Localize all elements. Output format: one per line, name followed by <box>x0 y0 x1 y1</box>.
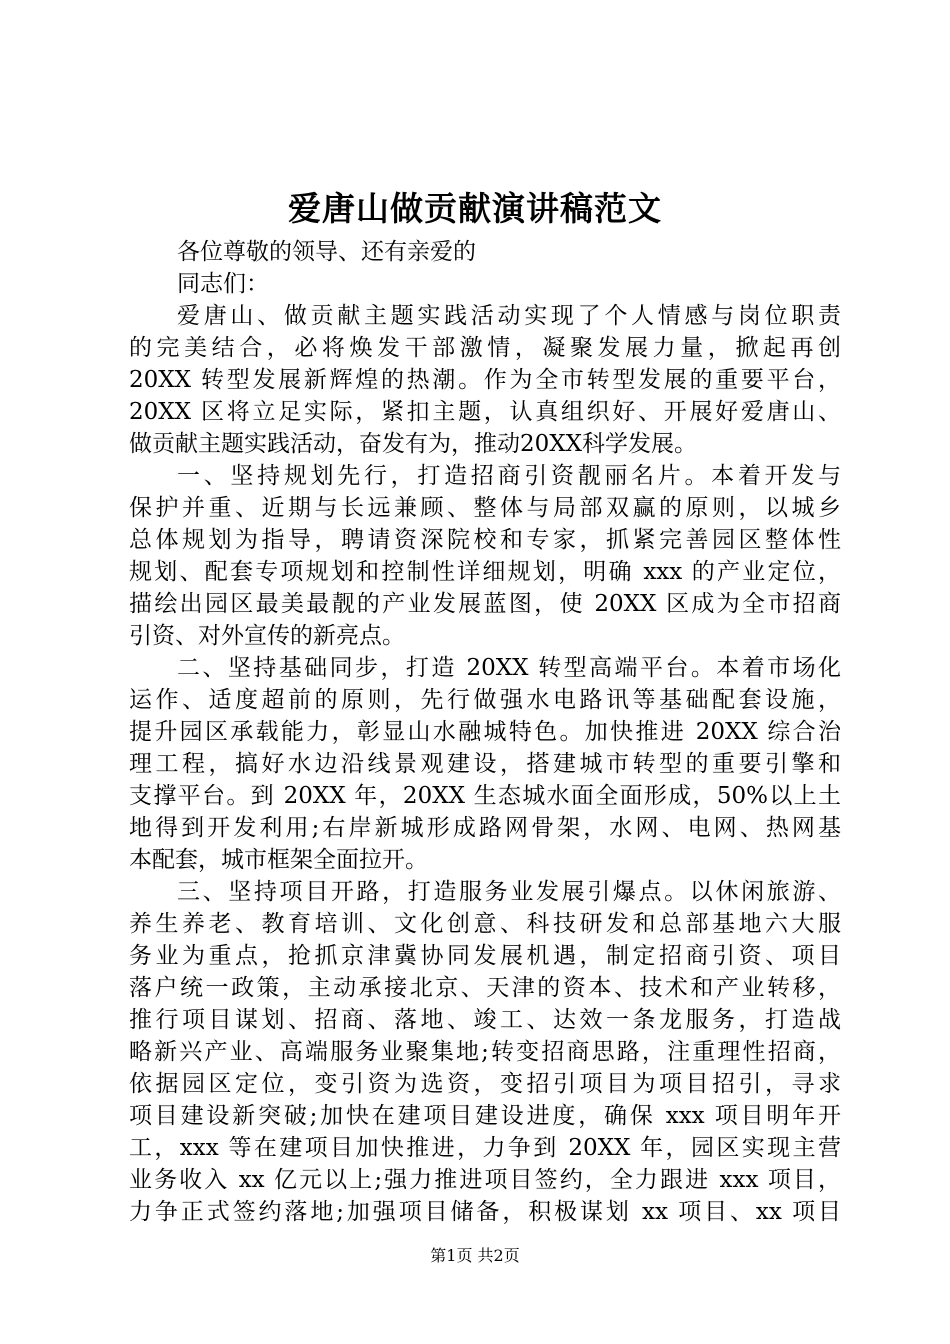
text-line: 三、坚持项目开路，打造服务业发展引爆点。以休闲旅游、 <box>177 879 841 905</box>
text-line: 养生养老、教育培训、文化创意、科技研发和总部基地六大服 <box>129 911 841 937</box>
text-line: 二、坚持基础同步，打造 20XX 转型高端平台。本着市场化 <box>177 655 841 681</box>
page-footer: 第1页 共2页 <box>430 1246 520 1265</box>
text-line: 力争正式签约落地;加强项目储备，积极谋划 xx 项目、xx 项目 <box>129 1199 841 1225</box>
text-line: 依据园区定位，变引资为选资，变招引项目为项目招引，寻求 <box>129 1071 841 1097</box>
text-line: 理工程，搞好水边沿线景观建设，搭建城市转型的重要引擎和 <box>129 751 841 777</box>
text-line: 业务收入 xx 亿元以上;强力推进项目签约，全力跟进 xxx 项目， <box>129 1167 841 1193</box>
text-line: 项目建设新突破;加快在建项目建设进度，确保 xxx 项目明年开 <box>129 1103 841 1129</box>
text-line: 一、坚持规划先行，打造招商引资靓丽名片。本着开发与 <box>177 463 841 489</box>
document-title: 爱唐山做贡献演讲稿范文 <box>288 189 662 228</box>
text-line: 规划、配套专项规划和控制性详细规划，明确 xxx 的产业定位， <box>129 559 841 585</box>
text-line: 支撑平台。到 20XX 年，20XX 生态城水面全面形成，50%以上土 <box>129 783 841 809</box>
text-line: 运作、适度超前的原则，先行做强水电路讯等基础配套设施， <box>129 687 841 713</box>
text-line: 20XX 转型发展新辉煌的热潮。作为全市转型发展的重要平台， <box>129 367 841 393</box>
text-line: 略新兴产业、高端服务业聚集地;转变招商思路，注重理性招商， <box>129 1039 841 1065</box>
text-line: 同志们： <box>177 271 269 297</box>
text-line: 的完美结合，必将焕发干部激情，凝聚发展力量，掀起再创 <box>129 335 841 361</box>
text-line: 落户统一政策，主动承接北京、天津的资本、技术和产业转移， <box>129 975 841 1001</box>
text-line: 本配套，城市框架全面拉开。 <box>129 847 428 873</box>
text-line: 20XX 区将立足实际，紧扣主题，认真组织好、开展好爱唐山、 <box>129 399 841 425</box>
text-line: 保护并重、近期与长远兼顾、整体与局部双赢的原则，以城乡 <box>129 495 841 521</box>
text-line: 提升园区承载能力，彰显山水融城特色。加快推进 20XX 综合治 <box>129 719 841 745</box>
text-line: 爱唐山、做贡献主题实践活动实现了个人情感与岗位职责 <box>177 303 841 329</box>
text-line: 描绘出园区最美最靓的产业发展蓝图，使 20XX 区成为全市招商 <box>129 591 841 617</box>
text-line: 务业为重点，抢抓京津冀协同发展机遇，制定招商引资、项目 <box>129 943 841 969</box>
text-line: 地得到开发利用;右岸新城形成路网骨架，水网、电网、热网基 <box>129 815 841 841</box>
document-body <box>129 236 841 1228</box>
text-line: 引资、对外宣传的新亮点。 <box>129 623 405 649</box>
text-line: 做贡献主题实践活动，奋发有为，推动20XX科学发展。 <box>129 431 698 457</box>
text-line: 推行项目谋划、招商、落地、竣工、达效一条龙服务，打造战 <box>129 1007 841 1033</box>
text-line: 总体规划为指导，聘请资深院校和专家，抓紧完善园区整体性 <box>129 527 841 553</box>
text-line: 各位尊敬的领导、还有亲爱的 <box>177 239 476 265</box>
text-line: 工，xxx 等在建项目加快推进，力争到 20XX 年，园区实现主营 <box>129 1135 841 1161</box>
